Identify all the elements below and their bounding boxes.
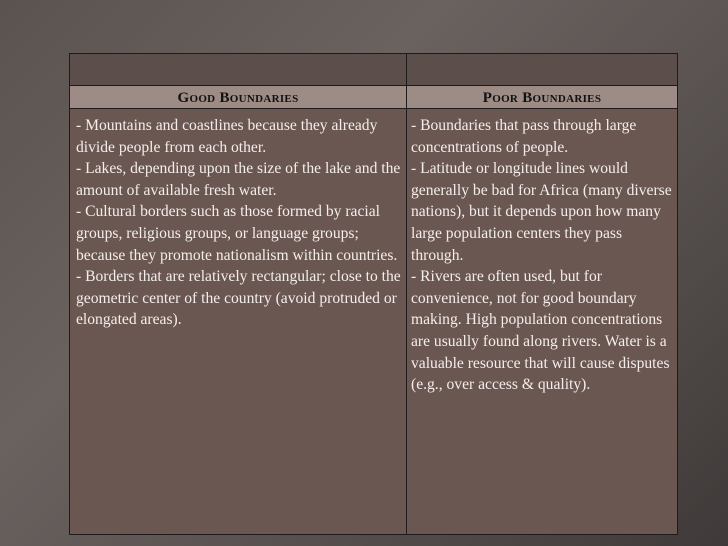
good-item: - Cultural borders such as those formed by racial groups, religious groups, or language groups; because they promote nationalism within countries.: [76, 203, 398, 264]
column-divider: [406, 86, 407, 534]
good-item: - Lakes, depending upon the size of the lake and the amount of available fresh water.: [76, 160, 401, 199]
table-header-row: [70, 86, 677, 109]
good-boundaries-cell: [76, 115, 403, 331]
header-poor-boundaries: Poor Boundaries: [482, 90, 602, 106]
poor-item: - Boundaries that pass through large concentrations of people.: [411, 117, 637, 156]
poor-item: - Latitude or longitude lines would generally be bad for Africa (many diverse nations), but it depends upon how many large population centers they pass through.: [411, 160, 672, 264]
good-item: - Borders that are relatively rectangular; close to the geometric center of the country (avoid protruded or elongated areas).: [76, 268, 401, 329]
poor-boundaries-cell: [411, 115, 674, 396]
column-divider-top: [406, 54, 407, 85]
poor-item: - Rivers are often used, but for convenience, not for good boundary making. High population concentrations are usually found along rivers. Water is a valuable resource that will cause disputes (e.g., over access & quality).: [411, 268, 670, 394]
header-good-boundaries: Good Boundaries: [177, 90, 299, 106]
table-body-row: [70, 109, 677, 534]
boundaries-table: [69, 53, 678, 535]
table-top-bar: [70, 54, 677, 86]
good-item: - Mountains and coastlines because they already divide people from each other.: [76, 117, 378, 156]
